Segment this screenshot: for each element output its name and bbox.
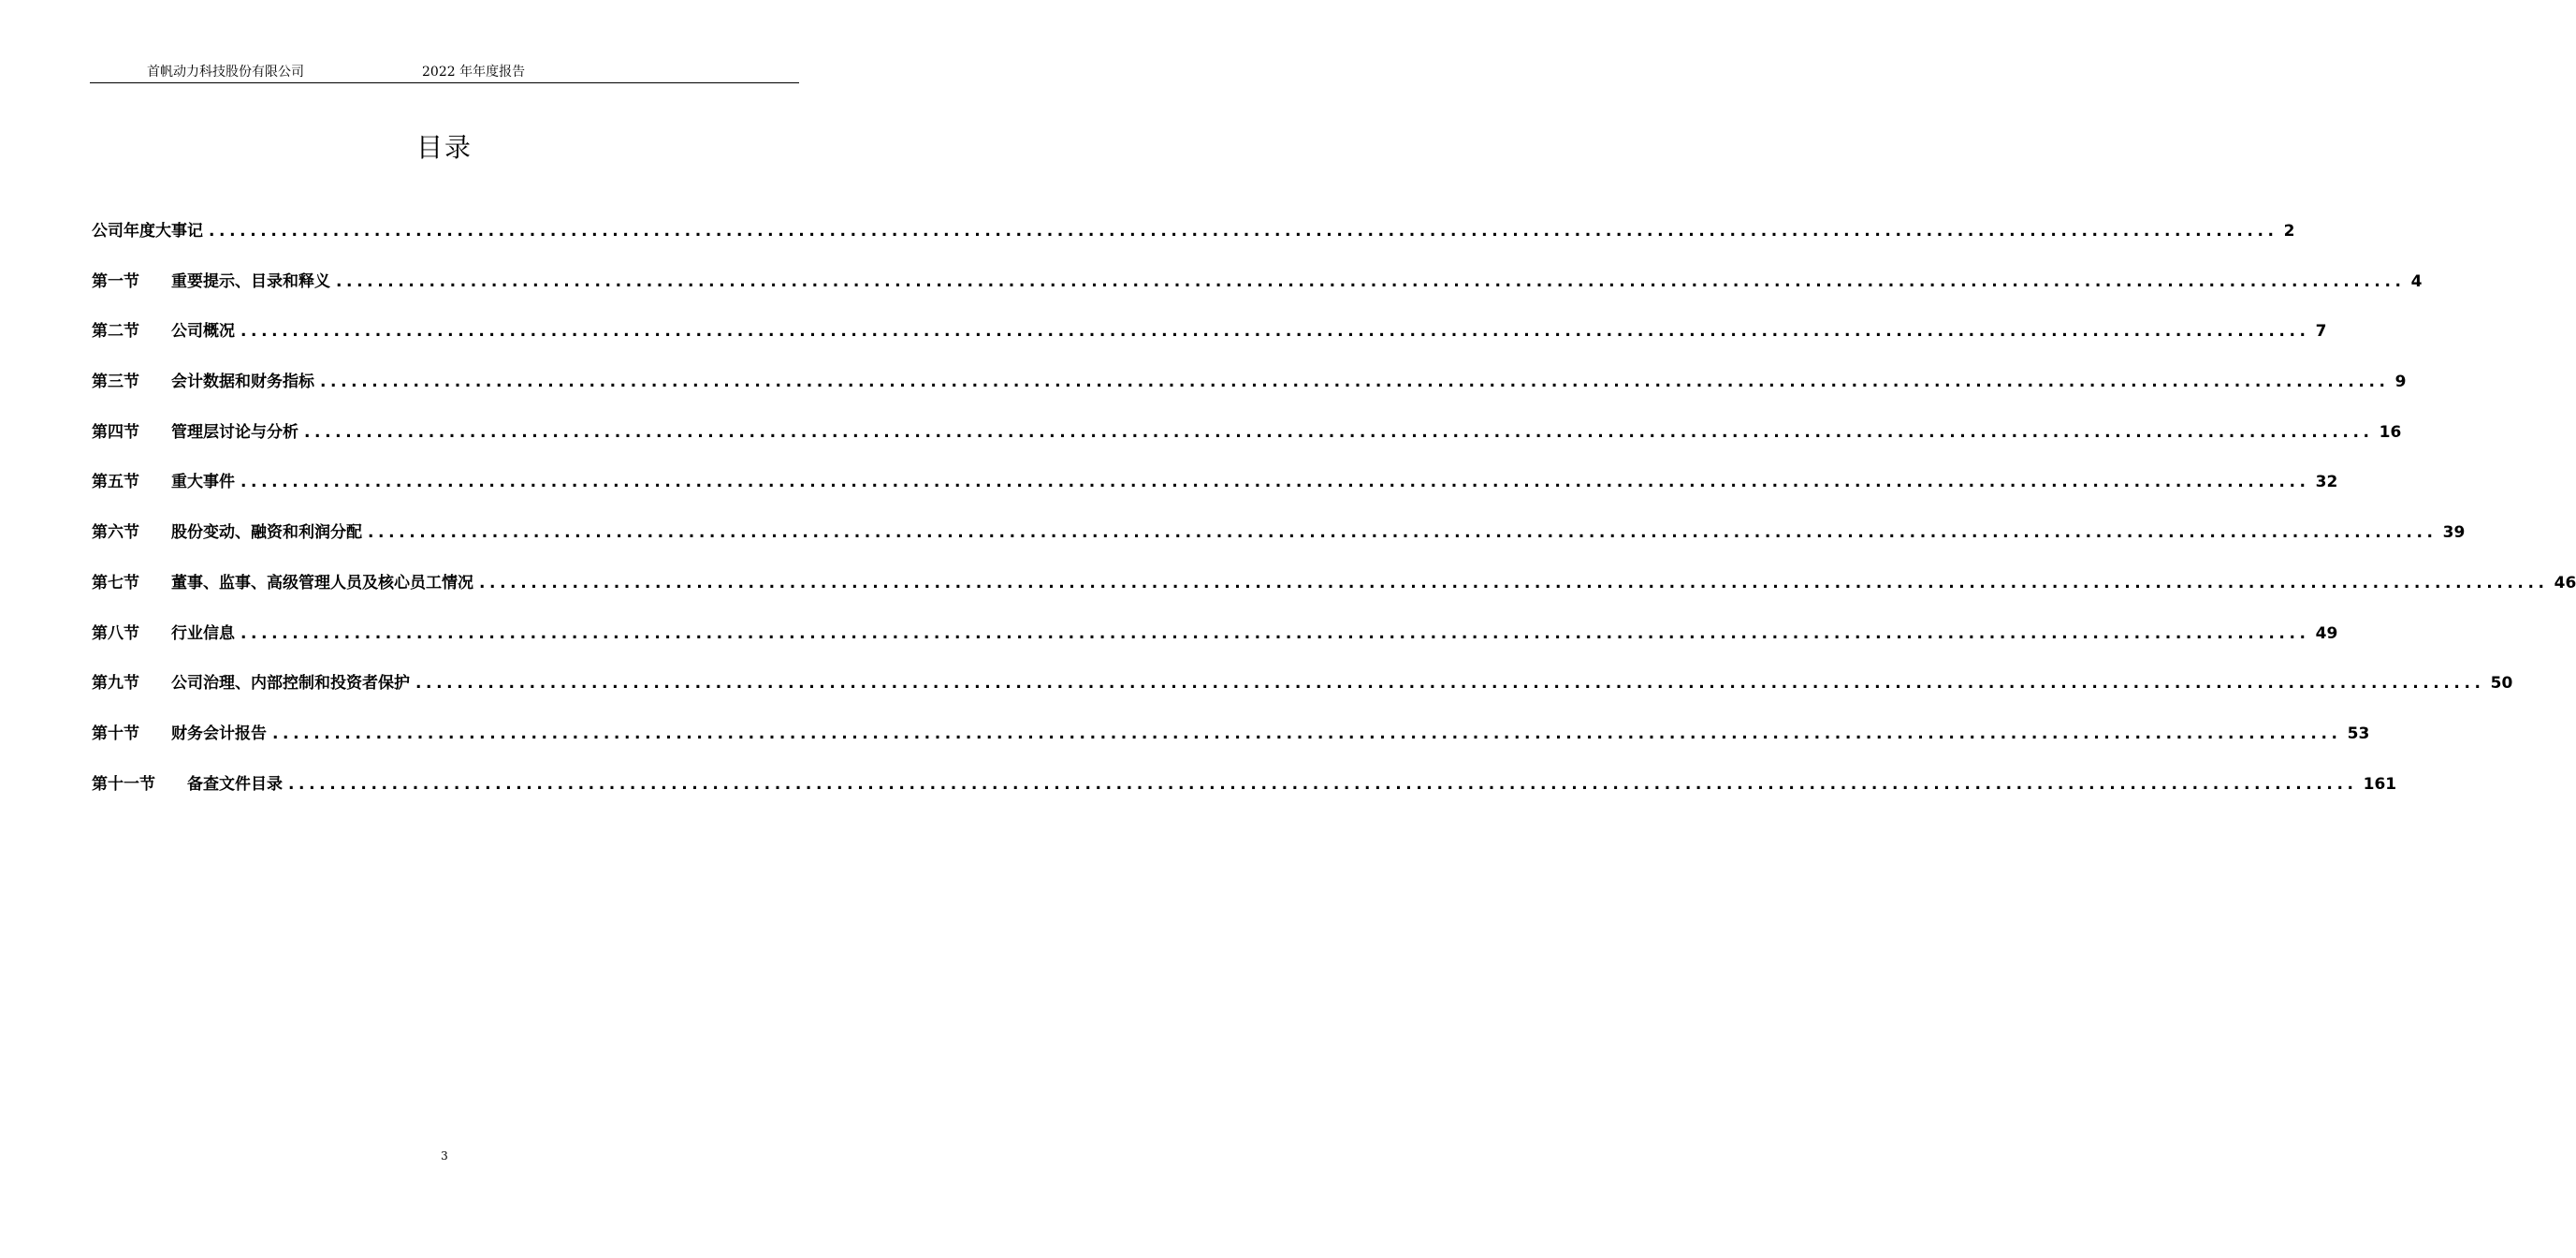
toc-page-number: 53: [2347, 724, 2370, 743]
toc-section-title: 备查文件目录: [187, 774, 283, 794]
toc-entry-section-8[interactable]: [92, 620, 2338, 670]
header-divider: [90, 82, 799, 83]
toc-entry-section-11[interactable]: [92, 770, 2397, 821]
toc-entry-section-9[interactable]: [92, 669, 2513, 720]
toc-dot-leader: ........................................................................................................................................................................................................: [479, 573, 2549, 592]
toc-section-title: 董事、监事、高级管理人员及核心员工情况: [171, 573, 473, 592]
toc-dot-leader: ........................................................................................................................................................................................................: [272, 724, 2342, 743]
toc-dot-leader: ........................................................................................................................................................................................................: [368, 523, 2438, 543]
toc-page-number: 49: [2315, 623, 2338, 643]
toc-section-title: 重要提示、目录和释义: [171, 271, 330, 291]
toc-entry-section-10[interactable]: [92, 720, 2370, 770]
toc-section-label: 第十节: [92, 724, 139, 743]
toc-page-number: 50: [2490, 674, 2513, 694]
header-report-title: 2022 年年度报告: [422, 65, 526, 80]
toc-section-title: 行业信息: [171, 623, 235, 643]
page-title: 目录: [415, 132, 473, 163]
toc-section-label: 第十一节: [92, 774, 155, 794]
toc-entry-section-2[interactable]: [92, 317, 2327, 368]
toc-dot-leader: ........................................................................................................................................................................................................: [304, 422, 2374, 442]
toc-dot-leader: ........................................................................................................................................................................................................: [240, 623, 2310, 643]
toc-page-number: 39: [2442, 523, 2466, 543]
header-company-name: 首帆动力科技股份有限公司: [147, 65, 304, 80]
toc-page-number: 4: [2410, 271, 2423, 291]
toc-dot-leader: ........................................................................................................................................................................................................: [415, 674, 2485, 694]
toc-entry-section-1[interactable]: [92, 268, 2423, 318]
page-footer-number: 3: [441, 1149, 448, 1163]
toc-section-title: 管理层讨论与分析: [171, 422, 298, 442]
toc-entry-section-3[interactable]: [92, 368, 2407, 418]
toc-entry-section-6[interactable]: [92, 519, 2466, 569]
toc-page-number: 46: [2554, 573, 2576, 592]
toc-dot-leader: ........................................................................................................................................................................................................: [320, 373, 2390, 392]
toc-dot-leader: ........................................................................................................................................................................................................: [240, 473, 2310, 492]
toc-section-label: 第八节: [92, 623, 139, 643]
toc-section-title: 重大事件: [171, 473, 235, 492]
toc-dot-leader: ........................................................................................................................................................................................................: [209, 222, 2278, 241]
toc-section-label: 第四节: [92, 422, 139, 442]
toc-page-number: 32: [2315, 473, 2338, 492]
toc-page-number: 9: [2394, 373, 2407, 392]
toc-dot-leader: ........................................................................................................................................................................................................: [240, 322, 2310, 342]
toc-section-label: 第九节: [92, 674, 139, 694]
toc-entry-section-4[interactable]: [92, 418, 2402, 469]
toc-section-label: 第七节: [92, 573, 139, 592]
toc-section-label: 第一节: [92, 271, 139, 291]
toc-section-title: 公司年度大事记: [92, 222, 203, 241]
toc-section-label: 第二节: [92, 322, 139, 342]
toc-entry-section-5[interactable]: [92, 468, 2338, 519]
toc-section-title: 公司概况: [171, 322, 235, 342]
toc-section-title: 财务会计报告: [171, 724, 267, 743]
toc-dot-leader: ........................................................................................................................................................................................................: [288, 774, 2358, 794]
toc-dot-leader: ........................................................................................................................................................................................................: [336, 271, 2406, 291]
toc-section-label: 第五节: [92, 473, 139, 492]
toc-page-number: 2: [2283, 222, 2295, 241]
toc-page-number: 16: [2379, 422, 2402, 442]
toc-section-label: 第六节: [92, 523, 139, 543]
toc-page-number: 7: [2315, 322, 2327, 342]
toc-section-label: 第三节: [92, 373, 139, 392]
toc-entry-section-7[interactable]: [92, 569, 2576, 620]
toc-section-title: 公司治理、内部控制和投资者保护: [171, 674, 410, 694]
toc-page-number: 161: [2363, 774, 2397, 794]
toc-entry-annual-events[interactable]: [92, 217, 2295, 268]
toc-section-title: 股份变动、融资和利润分配: [171, 523, 362, 543]
table-of-contents: [92, 217, 2576, 820]
toc-section-title: 会计数据和财务指标: [171, 373, 314, 392]
